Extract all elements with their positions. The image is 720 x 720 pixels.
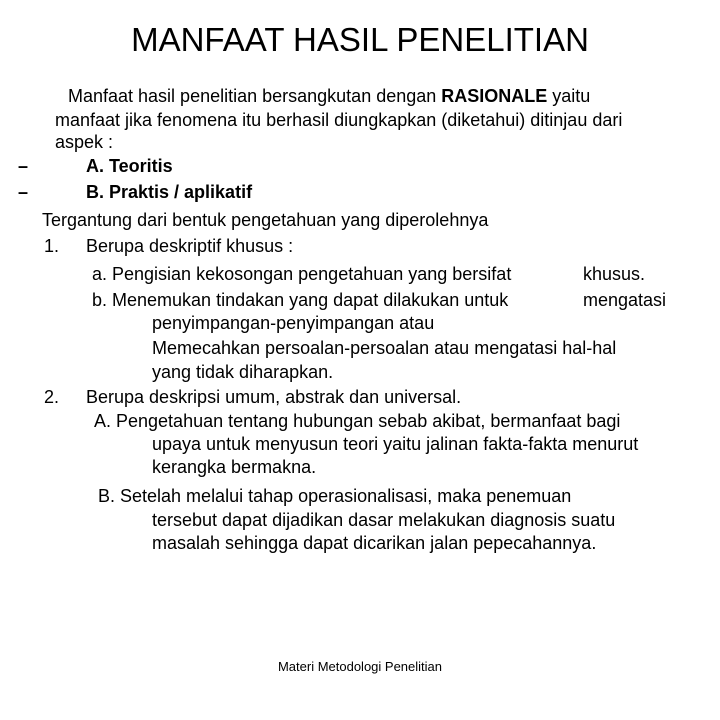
dependency-line: Tergantung dari bentuk pengetahuan yang diperolehnya [42, 210, 489, 230]
item-1a-end: khusus. [583, 264, 646, 284]
item-2-heading: Berupa deskripsi umum, abstrak dan universal. [86, 387, 462, 407]
item-2B-line-3: masalah sehingga dapat dicarikan jalan pepecahannya. [152, 533, 597, 553]
aspect-a-label: A. Teoritis [86, 156, 173, 176]
aspect-a-dash: – [18, 156, 29, 176]
intro-line-1-end: yaitu [547, 86, 591, 106]
item-1b-end: mengatasi [583, 290, 667, 310]
intro-line-3: aspek : [55, 132, 114, 152]
item-1-number: 1. [44, 236, 60, 256]
item-1a-text: a. Pengisian kekosongan pengetahuan yang bersifat [92, 264, 512, 284]
item-2A-line-2: upaya untuk menyusun teori yaitu jalinan fakta-fakta menurut [152, 434, 639, 454]
item-2A-line-3: kerangka bermakna. [152, 457, 317, 477]
footer-text: Materi Metodologi Penelitian [277, 659, 443, 674]
intro-rationale-keyword: RASIONALE [441, 86, 548, 106]
intro-line-1 [68, 84, 590, 108]
item-1b-text: b. Menemukan tindakan yang dapat dilakukan untuk [92, 290, 509, 310]
item-2A-line-1: A. Pengetahuan tentang hubungan sebab akibat, bermanfaat bagi [94, 411, 621, 431]
item-2B-line-1: B. Setelah melalui tahap operasionalisasi, maka penemuan [98, 486, 572, 506]
item-2-number: 2. [44, 387, 60, 407]
page-title: MANFAAT HASIL PENELITIAN [131, 21, 589, 58]
item-1b-line-4: yang tidak diharapkan. [152, 362, 334, 382]
item-1b-line-3: Memecahkan persoalan-persoalan atau mengatasi hal-hal [152, 338, 617, 358]
intro-line-1-text: Manfaat hasil penelitian bersangkutan dengan [68, 86, 442, 106]
item-2B-line-2: tersebut dapat dijadikan dasar melakukan diagnosis suatu [152, 510, 616, 530]
item-1-heading: Berupa deskriptif khusus : [86, 236, 294, 256]
item-1b-line-2: penyimpangan-penyimpangan atau [152, 313, 435, 333]
aspect-b-label: B. Praktis / aplikatif [86, 182, 253, 202]
aspect-b-dash: – [18, 182, 29, 202]
intro-line-2: manfaat jika fenomena itu berhasil diungkapkan (diketahui) ditinjau dari [55, 110, 623, 130]
